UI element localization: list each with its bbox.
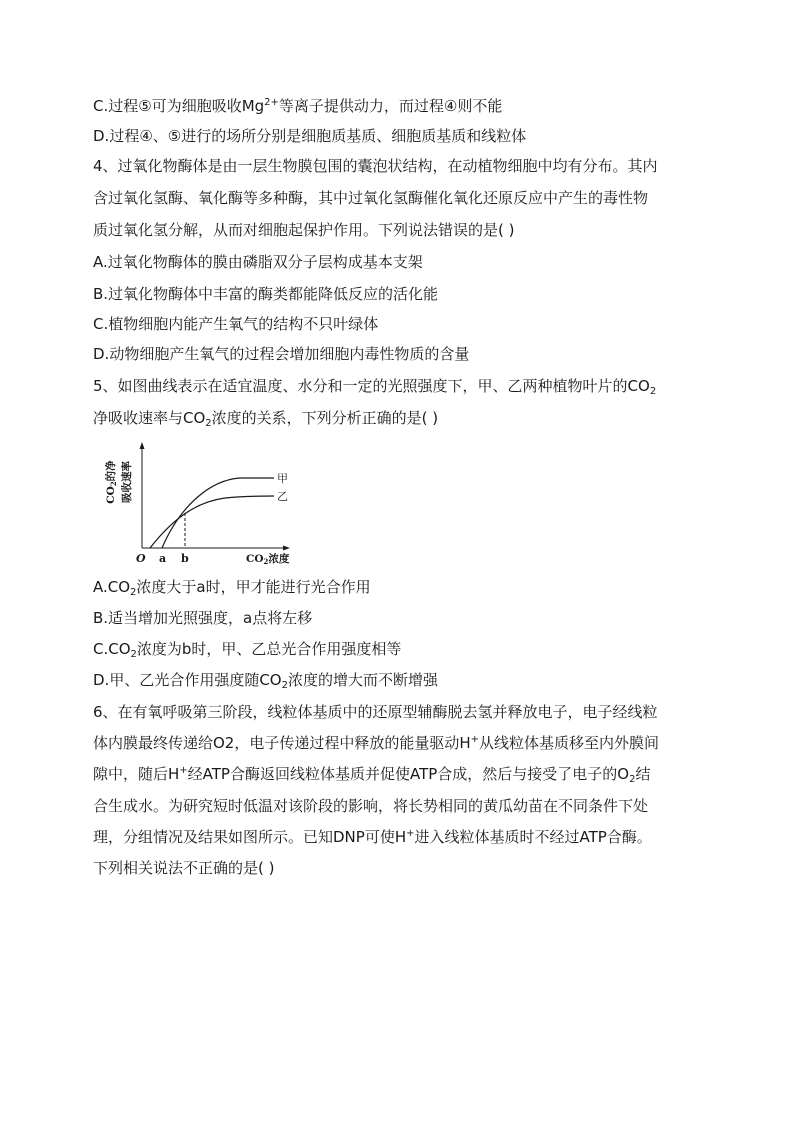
option-c-q3: C.过程⑤可为细胞吸收$Mg^{2+}$等离子提供动力，而过程④则不能 <box>93 97 503 115</box>
y-axis-label-line2 <box>120 461 133 503</box>
question-4-line2: 含过氧化氢酶、氧化酶等多种酶，其中过氧化氢酶催化氧化还原反应中产生的毒性物 <box>93 189 649 207</box>
option-d-q3: D.过程④、⑤进行的场所分别是细胞质基质、细胞质基质和线粒体 <box>93 127 527 145</box>
series-yi-label: 乙 <box>277 490 288 503</box>
question-6-line3: 隙中，随后H+经ATP合酶返回线粒体基质并促使ATP合成，然后与接受了电子的$O_2$结 <box>93 765 651 785</box>
question-6-line4: 合生成水。为研究短时低温对该阶段的影响，将长势相同的黄瓜幼苗在不同条件下处 <box>93 797 649 815</box>
x-axis-label: CO2浓度 <box>246 553 290 566</box>
x-axis-arrow <box>283 546 290 551</box>
question-4-option-a: A.过氧化物酶体的膜由磷脂双分子层构成基本支架 <box>93 253 423 271</box>
question-4-option-b: B.过氧化物酶体中丰富的酶类都能降低反应的活化能 <box>93 285 439 303</box>
series-yi-curve <box>150 496 274 548</box>
question-5-line1: 5、如图曲线表示在适宜温度、水分和一定的光照强度下，甲、乙两种植物叶片的$CO_2$ <box>93 377 657 397</box>
series-jia-label: 甲 <box>277 472 288 485</box>
question-5-option-b: B.适当增加光照强度，a点将左移 <box>93 609 313 627</box>
point-a-label: a <box>159 552 167 565</box>
question-5-option-c: $C.CO_2$浓度为b时，甲、乙总光合作用强度相等 <box>93 640 402 660</box>
co2-absorption-chart <box>100 438 300 572</box>
question-6-line5: 理，分组情况及结果如图所示。已知DNP可使H+进入线粒体基质时不经过ATP合酶。 <box>93 828 652 846</box>
series-jia-curve <box>162 478 274 548</box>
point-b-label: b <box>181 552 189 565</box>
question-4-option-d: D.动物细胞产生氧气的过程会增加细胞内毒性物质的含量 <box>93 345 470 363</box>
question-5-option-d: D.甲、乙光合作用强度随$CO_2$浓度的增大而不断增强 <box>93 671 438 691</box>
question-6-line1: 6、在有氧呼吸第三阶段，线粒体基质中的还原型辅酶脱去氢并释放电子，电子经线粒 <box>93 703 658 721</box>
svg-text:CO2的净: CO2的净 <box>105 460 118 504</box>
svg-text:吸收速率: 吸收速率 <box>121 461 133 503</box>
question-4-line1: 4、过氧化物酶体是由一层生物膜包围的囊泡状结构，在动植物细胞中均有分布。其内 <box>93 157 658 175</box>
question-5-option-a: $A.CO_2$浓度大于a时，甲才能进行光合作用 <box>93 578 371 598</box>
origin-label: O <box>136 552 146 565</box>
question-6-line6: 下列相关说法不正确的是( ) <box>93 859 275 877</box>
question-5-line2: 净吸收速率与$CO_2$浓度的关系，下列分析正确的是( ) <box>93 409 439 429</box>
question-6-line2: 体内膜最终传递给O2，电子传递过程中释放的能量驱动H+从线粒体基质移至内外膜间 <box>93 734 660 752</box>
y-axis-arrow <box>140 442 145 449</box>
y-axis-label <box>104 460 118 504</box>
question-4-option-c: C.植物细胞内能产生氧气的结构不只叶绿体 <box>93 315 379 333</box>
question-4-line3: 质过氧化氢分解，从而对细胞起保护作用。下列说法错误的是( ) <box>93 221 515 239</box>
